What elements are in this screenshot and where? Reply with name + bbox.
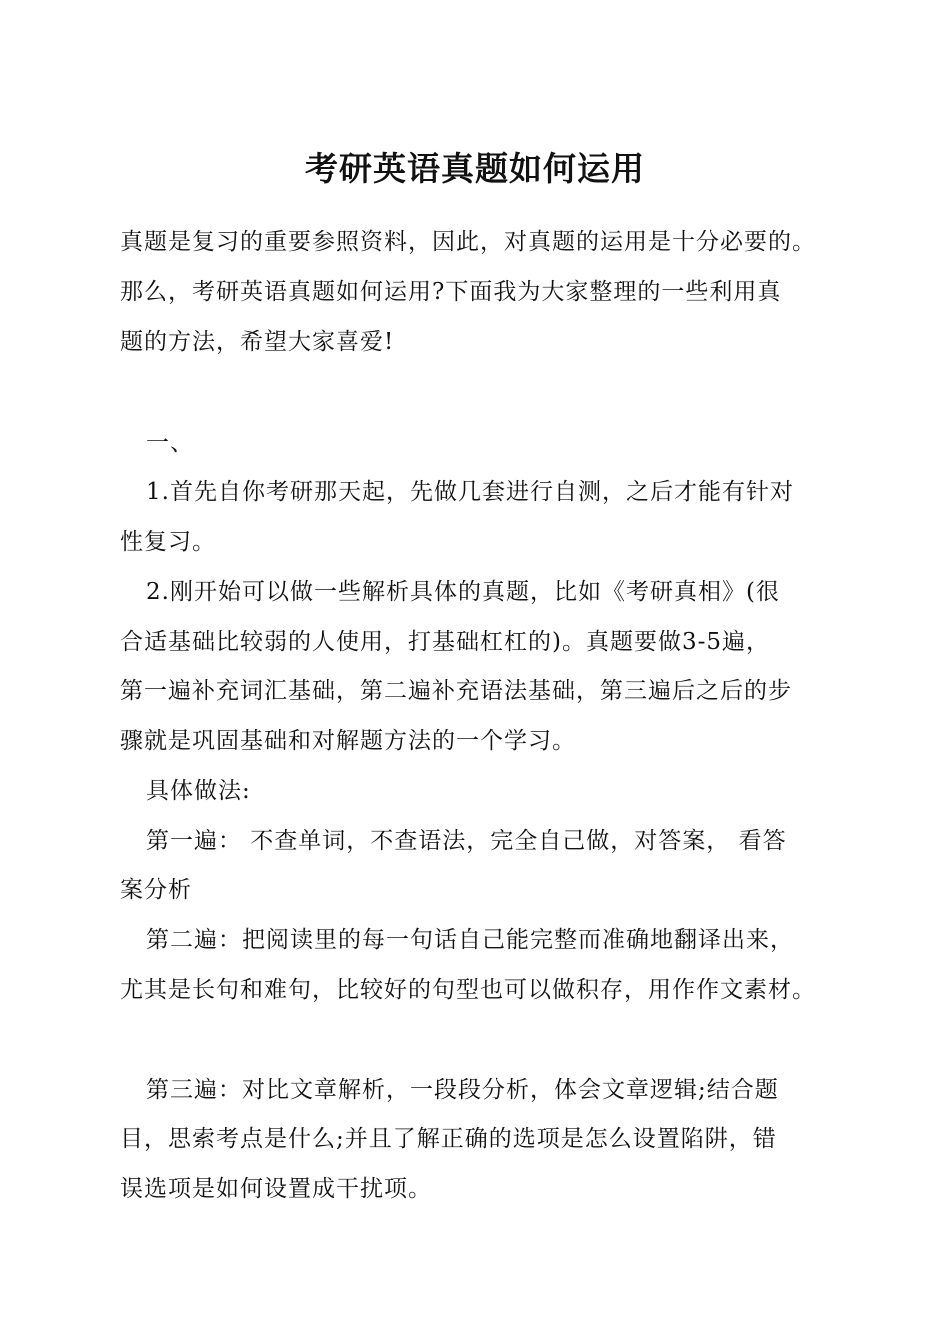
pass-1-line-1: 第一遍： 不查单词，不查语法，完全自己做，对答案， 看答 [146,828,787,854]
pass-3-line-3: 误选项是如何设置成干扰项。 [120,1176,432,1202]
point-1-line-2: 性复习。 [120,529,216,555]
point-2-line-1: 2.刚开始可以做一些解析具体的真题，比如《考研真相》(很 [146,579,780,605]
pass-2-line-1: 第二遍：把阅读里的每一句话自己能完整而准确地翻译出来， [146,927,794,953]
intro-line-1: 真题是复习的重要参照资料，因此，对真题的运用是十分必要的。 [120,229,816,255]
point-2-line-2: 合适基础比较弱的人使用，打基础杠杠的)。真题要做3-5遍， [120,629,771,655]
point-2-line-3: 第一遍补充词汇基础，第二遍补充语法基础，第三遍后之后的步 [120,678,792,704]
method-heading: 具体做法: [146,778,251,804]
intro-line-2: 那么，考研英语真题如何运用?下面我为大家整理的一些利用真 [120,279,782,305]
document-title: 考研英语真题如何运用 [305,149,645,188]
point-1-line-1: 1.首先自你考研那天起，先做几套进行自测，之后才能有针对 [146,479,794,505]
pass-3-line-1: 第三遍：对比文章解析，一段段分析，体会文章逻辑;结合题 [146,1077,779,1103]
point-2-line-4: 骤就是巩固基础和对解题方法的一个学习。 [120,728,576,754]
pass-1-line-2: 案分析 [120,877,192,903]
section-heading: 一、 [146,430,194,456]
pass-2-line-2: 尤其是长句和难句，比较好的句型也可以做积存，用作作文素材。 [120,977,816,1003]
intro-line-3: 题的方法，希望大家喜爱! [120,329,395,355]
pass-3-line-2: 目，思索考点是什么;并且了解正确的选项是怎么设置陷阱，错 [120,1126,777,1152]
